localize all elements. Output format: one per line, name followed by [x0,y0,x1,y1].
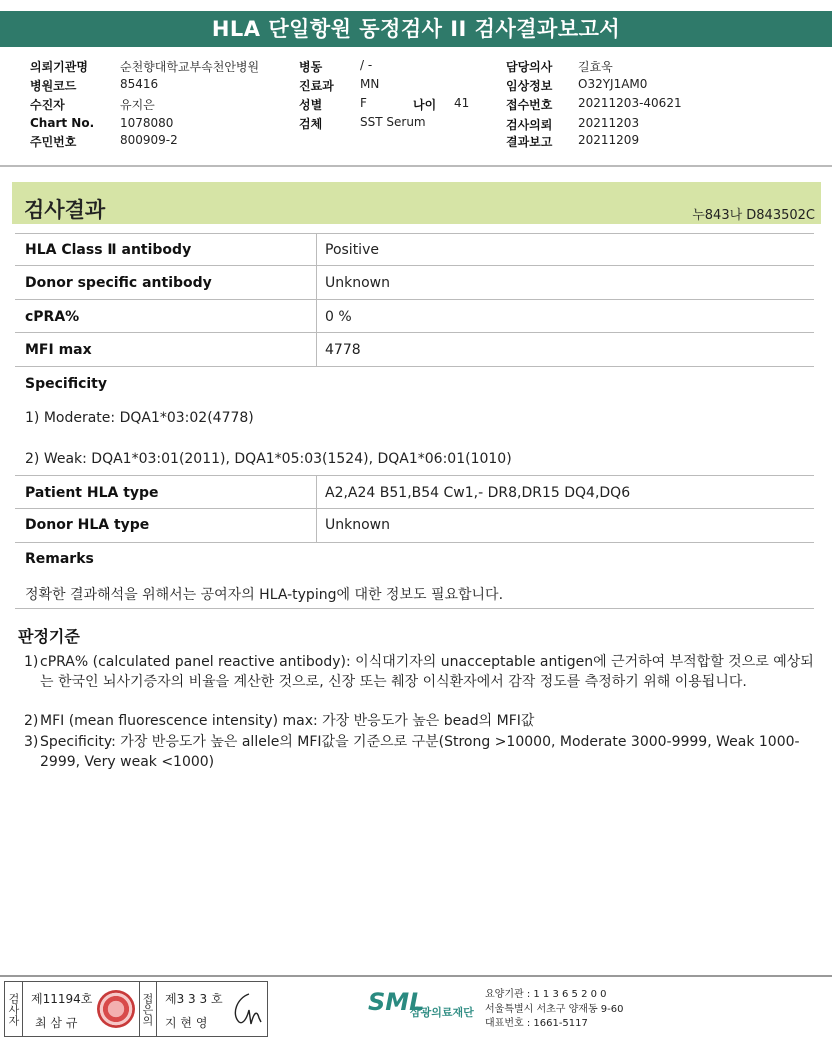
report-title: HLA 단일항원 동정검사 II 검사결과보고서 [0,11,832,47]
report-code: 누843나 D843502C [692,208,815,223]
result-row [15,475,814,509]
approver-number: 제3 3 3 호 [165,992,223,1006]
tester-label: 검사자 [5,982,23,1036]
info-label: 검체 [299,117,323,131]
info-value: 800909-2 [120,133,178,147]
result-heading: 검사결과 [24,198,106,222]
remarks-text: 정확한 결과해석을 위해서는 공여자의 HLA-typing에 대한 정보도 필요합니다. [25,587,504,603]
cell-divider [316,509,317,542]
approver-name: 지 현 영 [165,1016,208,1030]
info-value: O32YJ1AM0 [578,77,648,91]
lab-contact [485,988,624,1032]
result-row [15,509,814,543]
row-value: Positive [325,242,379,258]
info-label: 접수번호 [506,98,553,112]
info-label: 임상정보 [506,79,553,93]
info-label: 검사의뢰 [506,118,553,132]
row-key: MFI max [25,342,92,358]
criteria-num: 1) [24,654,39,670]
criteria-text: Specificity: 가장 반응도가 높은 allele의 MFI값을 기준으로 구분(Strong >10000, Moderate 3000-9999, Weak 1000-2999, Very weak <1000) [40,734,800,770]
specificity-label: Specificity [25,376,107,392]
result-row [15,333,814,367]
row-key: cPRA% [25,309,80,325]
cell-divider [316,333,317,366]
tester-name: 최 삼 규 [35,1016,78,1030]
info-value: / - [360,58,373,72]
row-value: 0 % [325,309,352,325]
info-value: 순천향대학교부속천안병원 [120,60,260,74]
divider [0,165,832,167]
official-seal-icon [97,990,135,1028]
info-value: 유지은 [120,98,155,112]
row-value: A2,A24 B51,B54 Cw1,- DR8,DR15 DQ4,DQ6 [325,485,631,501]
row-value: Unknown [325,275,390,291]
info-label: 주민번호 [30,135,77,149]
row-key: Patient HLA type [25,485,159,501]
info-label: 결과보고 [506,135,553,149]
cell-divider [316,300,317,332]
age-label: 나이 [413,98,437,112]
criteria-text: cPRA% (calculated panel reactive antibody): 이식대기자의 unacceptable antigen에 근거하여 부적합할 것으로 예상되는 한국인 뇌사기증자의 비율을 계산한 것으로, 신장 또는 췌장 이식환자에서 감작 정도를 측정하기 위해 이용됩니다. [40,654,814,690]
info-value: 길효욱 [578,60,613,74]
info-value: MN [360,77,380,91]
row-key: HLA Class Ⅱ antibody [25,242,192,258]
cell-divider [316,234,317,265]
tester-number: 제11194호 [31,992,93,1006]
info-label: 성별 [299,98,323,112]
info-value: 20211209 [578,133,640,147]
row-key: Donor HLA type [25,517,150,533]
info-value: 20211203-40621 [578,96,682,110]
lab-code: 요양기관 : 1 1 3 6 5 2 0 0 [485,989,607,1000]
specificity-line: 1) Moderate: DQA1*03:02(4778) [25,410,254,426]
criteria-item [24,733,814,772]
result-row [15,233,814,266]
row-key: Donor specific antibody [25,275,212,291]
patient-info [0,55,832,163]
criteria-item [24,712,814,732]
criteria-item [24,653,814,692]
criteria-text: MFI (mean fluorescence intensity) max: 가장 반응도가 높은 bead의 MFI값 [40,713,535,729]
info-value: SST Serum [360,115,426,129]
row-value: 4778 [325,342,361,358]
result-row [15,300,814,333]
row-value: Unknown [325,517,390,533]
cell-divider [316,266,317,299]
footer-divider [0,975,832,977]
cell-divider [316,476,317,508]
lab-address: 서울특별시 서초구 양재동 9-60 [485,1003,624,1015]
info-label: Chart No. [30,116,95,130]
criteria-num: 2) [24,713,39,729]
info-value: F [360,96,367,110]
result-row [15,266,814,300]
remarks-label: Remarks [25,551,94,567]
info-label: 진료과 [299,79,334,93]
info-label: 수진자 [30,98,65,112]
divider [15,575,814,609]
info-label: 의뢰기관명 [30,60,88,74]
approver-label: 접은의 [139,982,157,1036]
sml-name: 삼광의료재단 [410,1006,474,1019]
info-value: 85416 [120,77,159,91]
info-label: 병원코드 [30,79,77,93]
criteria-num: 3) [24,734,39,750]
result-header [12,182,821,224]
specificity-line: 2) Weak: DQA1*03:01(2011), DQA1*05:03(1524), DQA1*06:01(1010) [25,451,512,467]
info-value: 20211203 [578,116,640,130]
criteria-title: 판정기준 [18,627,80,646]
info-value: 1078080 [120,116,174,130]
signature-icon [227,988,267,1030]
signature-box [4,981,268,1037]
info-label: 병동 [299,60,323,74]
info-label: 담당의사 [506,60,553,74]
age-value: 41 [454,96,470,110]
lab-phone: 대표번호 : 1661-5117 [485,1018,588,1029]
sml-logo: SML [368,988,425,1016]
